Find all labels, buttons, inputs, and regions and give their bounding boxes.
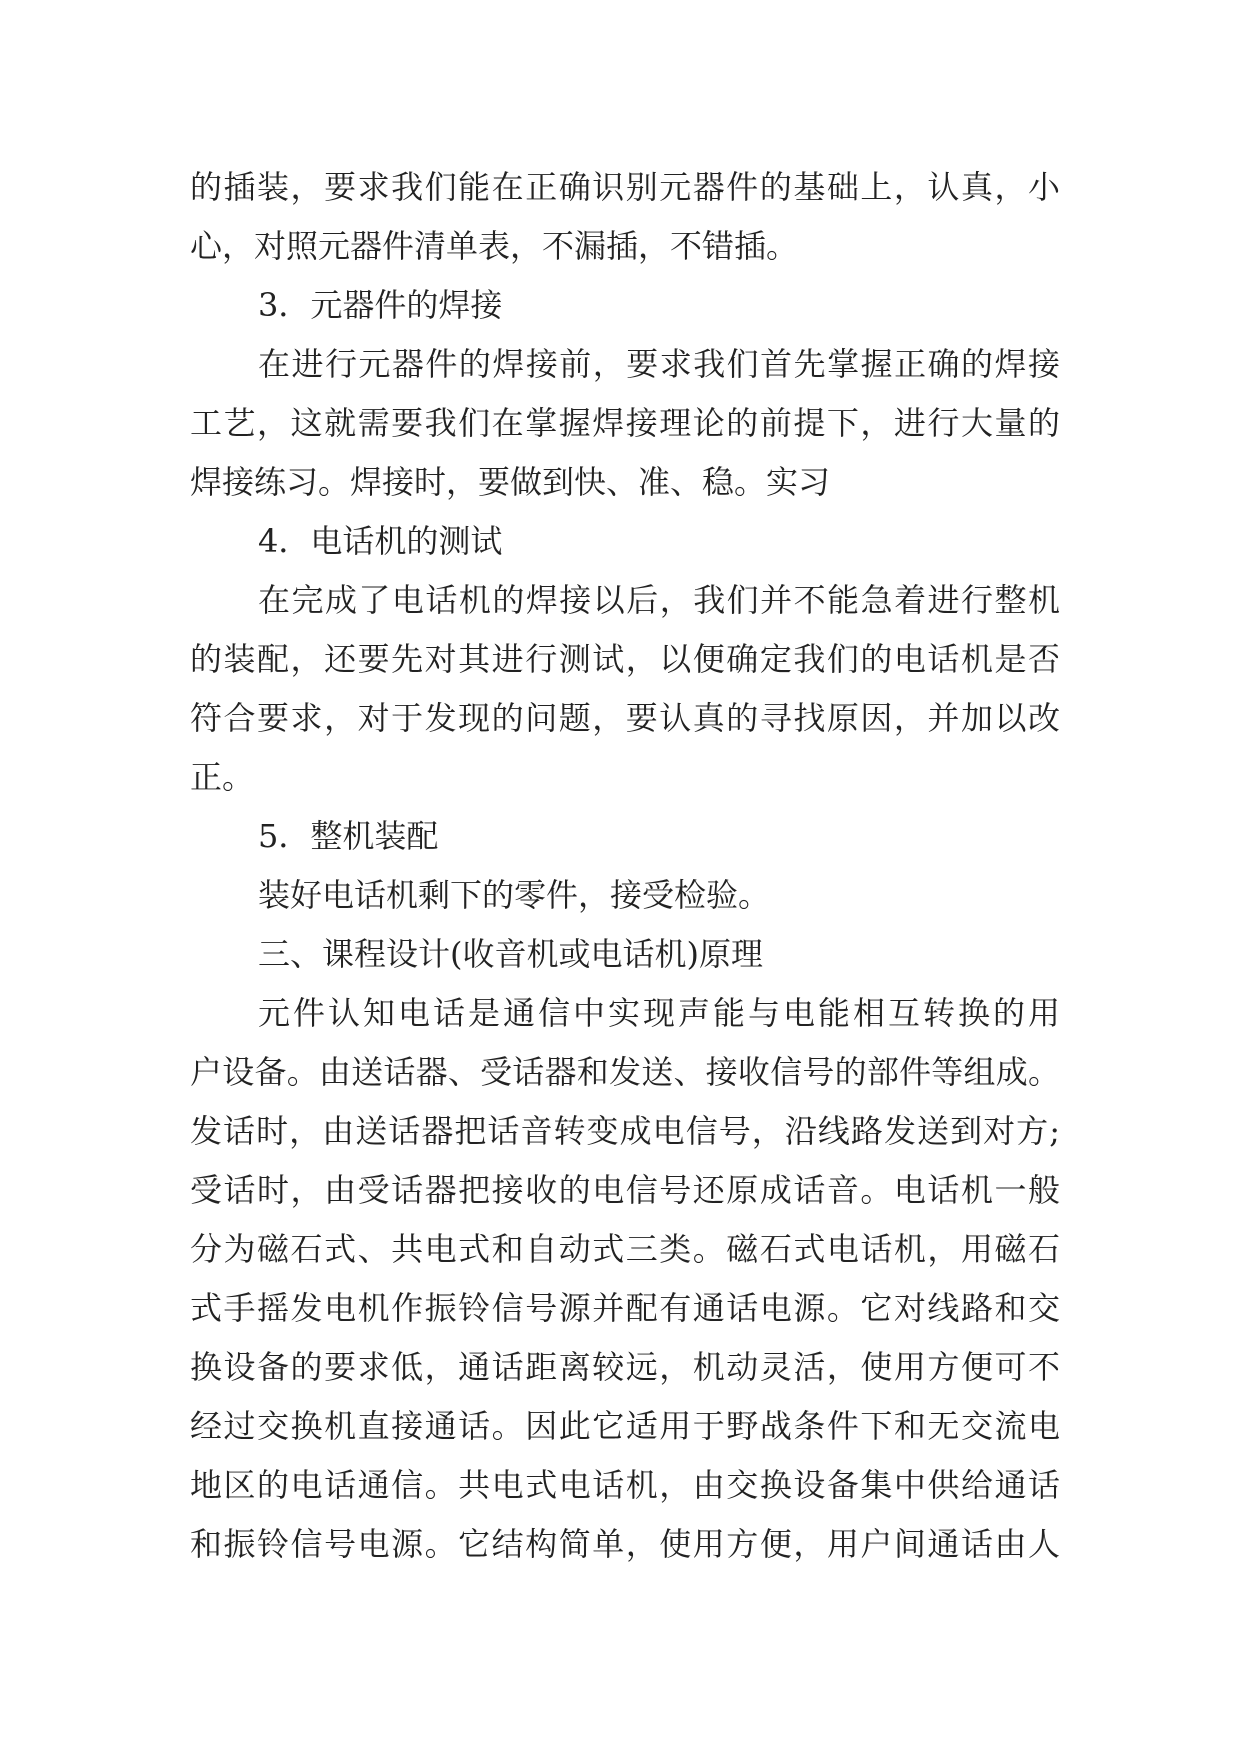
body-text	[190, 158, 1060, 1574]
text-line: 在完成了电话机的焊接以后，我们并不能急着进行整机	[258, 581, 1060, 619]
text-line: 在进行元器件的焊接前，要求我们首先掌握正确的焊接	[258, 345, 1060, 383]
text-line: 工艺，这就需要我们在掌握焊接理论的前提下，进行大量的	[190, 404, 1060, 442]
text-line: 3．元器件的焊接	[258, 286, 503, 324]
text-line: 的装配，还要先对其进行测试，以便确定我们的电话机是否	[190, 640, 1060, 678]
text-line: 受话时，由受话器把接收的电信号还原成话音。电话机一般	[190, 1171, 1060, 1209]
text-line: 符合要求，对于发现的问题，要认真的寻找原因，并加以改	[190, 699, 1060, 737]
text-line: 5．整机装配	[258, 817, 439, 855]
text-line: 的插装，要求我们能在正确识别元器件的基础上，认真，小	[190, 168, 1060, 206]
text-line: 换设备的要求低，通话距离较远，机动灵活，使用方便可不	[190, 1348, 1060, 1386]
text-line: 三、课程设计(收音机或电话机)原理	[258, 935, 763, 973]
text-line: 分为磁石式、共电式和自动式三类。磁石式电话机，用磁石	[190, 1230, 1060, 1268]
text-line: 户设备。由送话器、受话器和发送、接收信号的部件等组成。	[190, 1053, 1060, 1091]
text-line: 焊接练习。焊接时，要做到快、准、稳。实习	[190, 463, 831, 501]
text-line: 元件认知电话是通信中实现声能与电能相互转换的用	[258, 994, 1060, 1032]
text-line: 和振铃信号电源。它结构简单，使用方便，用户间通话由人	[190, 1525, 1060, 1563]
text-line: 心，对照元器件清单表，不漏插，不错插。	[190, 227, 799, 265]
text-line: 经过交换机直接通话。因此它适用于野战条件下和无交流电	[190, 1407, 1060, 1445]
text-line: 装好电话机剩下的零件，接受检验。	[258, 876, 771, 914]
text-line: 式手摇发电机作振铃信号源并配有通话电源。它对线路和交	[190, 1289, 1060, 1327]
text-line: 正。	[190, 758, 255, 796]
text-line: 地区的电话通信。共电式电话机，由交换设备集中供给通话	[190, 1466, 1060, 1504]
text-line: 4．电话机的测试	[258, 522, 503, 560]
text-line: 发话时，由送话器把话音转变成电信号，沿线路发送到对方;	[190, 1112, 1060, 1150]
